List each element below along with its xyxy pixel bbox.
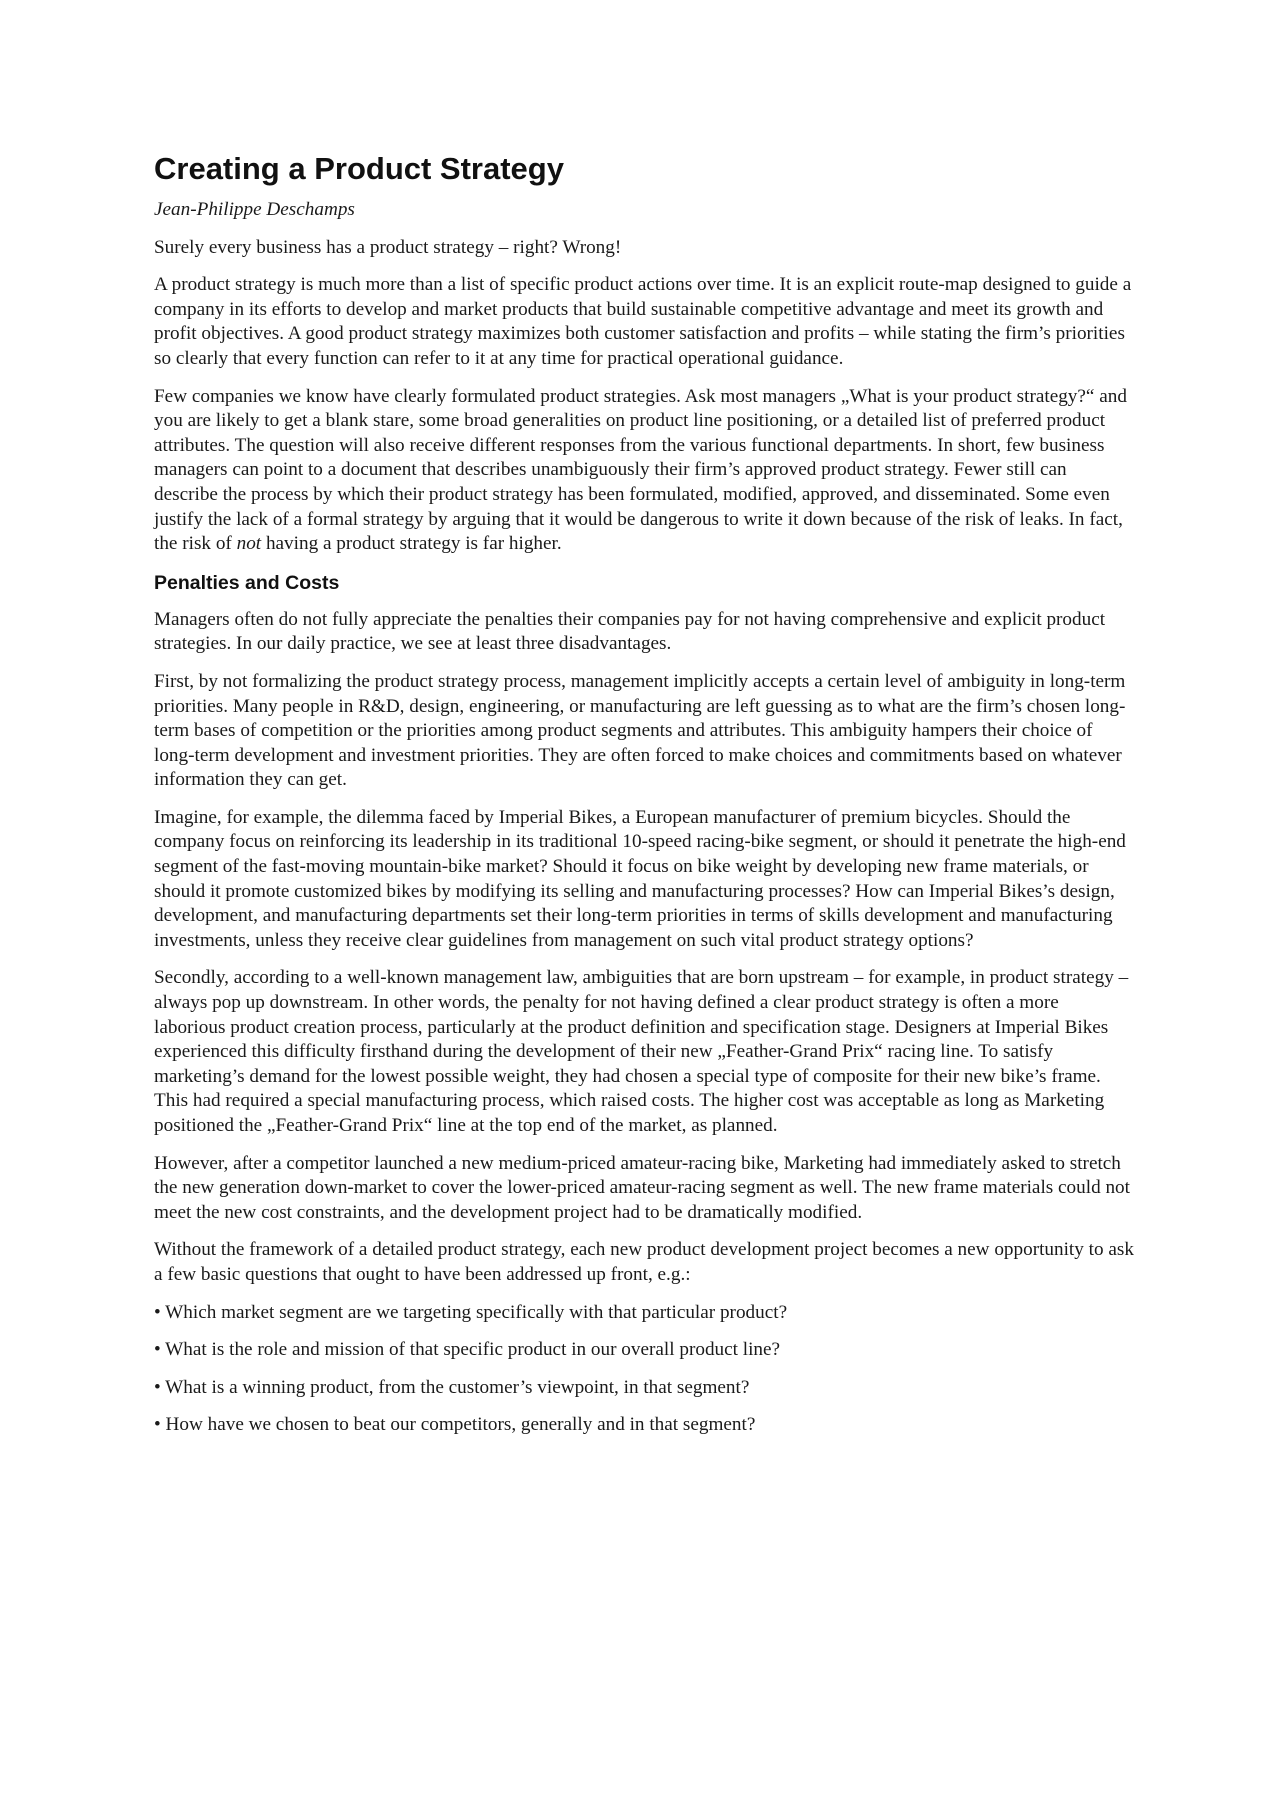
body-paragraph: First, by not formalizing the product strategy process, management implicitly accepts a certain level of ambiguity in long-term priorities. Many people in R&D, design, engineering, or manufacturing are left guessing as to what are the firm’s chosen long-term bases of competition or the priorities among product segments and attributes. This ambiguity hampers their choice of long-term development and investment priorities. They are often forced to make choices and commitments based on whatever information they can get. (154, 670, 1126, 791)
body-paragraph: A product strategy is much more than a list of specific product actions over time. It is an explicit route-map designed to guide a company in its efforts to develop and market products that build sustainable competitive advantage and meet its growth and profit objectives. A good product strategy maximizes both customer satisfaction and profits – while stating the firm’s priorities so clearly that every function can refer to it at any time for practical operational guidance. (154, 274, 1132, 369)
paragraph-text: Few companies we know have clearly formulated product strategies. Ask most managers „What is your product strategy?“ and you are likely to get a blank stare, some broad generalities on product line positioning, or a detailed list of preferred product attributes. The question will also receive different responses from the various functional departments. In short, few business managers can point to a document that describes unambiguously their firm’s approved product strategy. Fewer still can describe the process by which their product strategy has been formulated, modified, approved, and disseminated. Some even justify the lack of a formal strategy by arguing that it would be dangerous to write it down because of the risk of leaks. In fact, the risk of (154, 385, 1127, 555)
body-paragraph: Imagine, for example, the dilemma faced by Imperial Bikes, a European manufacturer of premium bicycles. Should the company focus on reinforcing its leadership in its traditional 10-speed racing-bike segment, or should it penetrate the high-end segment of the fast-moving mountain-bike market? Should it focus on bike weight by developing new frame materials, or should it promote customized bikes by modifying its selling and manufacturing processes? How can Imperial Bikes’s design, development, and manufacturing departments set their long-term priorities in terms of skills development and manufacturing investments, unless they receive clear guidelines from management on such vital product strategy options? (154, 806, 1126, 951)
body-paragraph (154, 385, 1134, 557)
body-paragraph: Managers often do not fully appreciate the penalties their companies pay for not having comprehensive and explicit product strategies. In our daily practice, we see at least three disadvantages. (154, 608, 1106, 655)
question-list (154, 1301, 1134, 1438)
document-page (154, 150, 1134, 1451)
section-heading: Penalties and Costs (154, 571, 340, 594)
list-item: • How have we chosen to beat our competitors, generally and in that segment? (154, 1414, 756, 1436)
body-paragraph: However, after a competitor launched a new medium-priced amateur-racing bike, Marketing had immediately asked to stretch the new generation down-market to cover the lower-priced amateur-racing segment as well. The new frame materials could not meet the new cost constraints, and the development project had to be dramatically modified. (154, 1152, 1130, 1223)
paragraph-text-end: having a product strategy is far higher. (261, 533, 562, 555)
list-item: • What is the role and mission of that specific product in our overall product line? (154, 1339, 781, 1361)
body-paragraph: Without the framework of a detailed product strategy, each new product development project becomes a new opportunity to ask a few basic questions that ought to have been addressed up front, e.g.: (154, 1239, 1134, 1285)
emphasis-text: not (236, 533, 262, 555)
document-title: Creating a Product Strategy (154, 151, 564, 186)
body-paragraph: Secondly, according to a well-known management law, ambiguities that are born upstream – for example, in product strategy – always pop up downstream. In other words, the penalty for not having defined a clear product strategy is often a more laborious product creation process, particularly at the product definition and specification stage. Designers at Imperial Bikes experienced this difficulty firsthand during the development of their new „Feather-Grand Prix“ racing line. To satisfy marketing’s demand for the lowest possible weight, they had chosen a special type of composite for their new bike’s frame. This had required a special manufacturing process, which raised costs. The higher cost was acceptable as long as Marketing positioned the „Feather-Grand Prix“ line at the top end of the market, as planned. (154, 967, 1129, 1136)
list-item: • Which market segment are we targeting specifically with that particular product? (154, 1301, 788, 1323)
author-name: Jean-Philippe Deschamps (154, 199, 355, 220)
list-item: • What is a winning product, from the customer’s viewpoint, in that segment? (154, 1376, 750, 1398)
intro-paragraph: Surely every business has a product strategy – right? Wrong! (154, 236, 622, 258)
